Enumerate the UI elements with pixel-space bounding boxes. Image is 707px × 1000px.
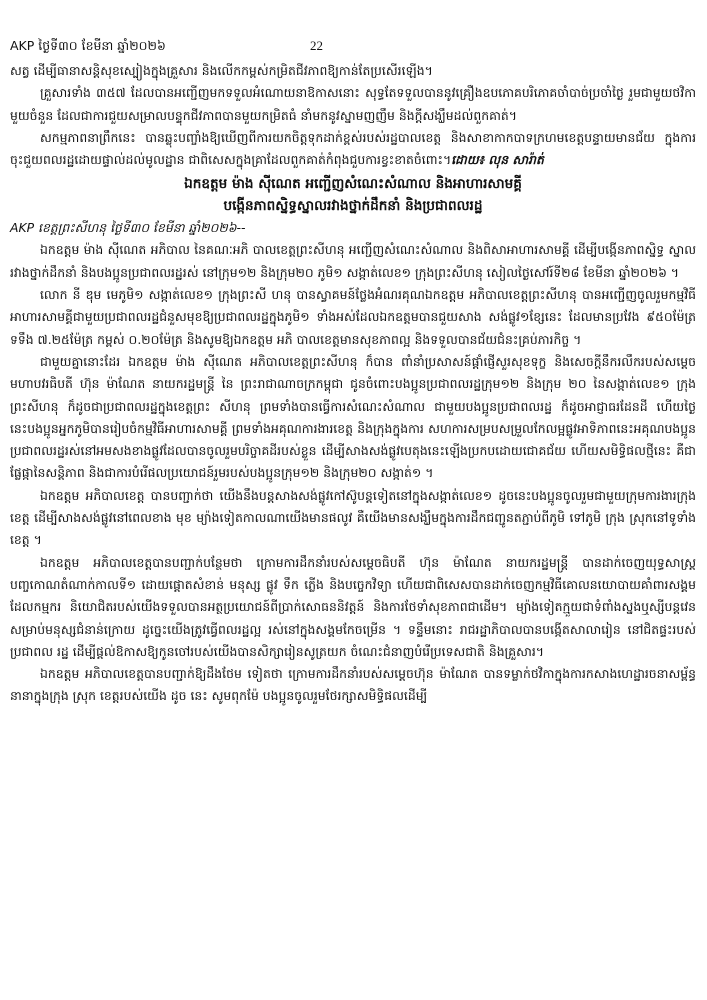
page-header <box>10 38 690 56</box>
prev-article-paragraph: គ្រួសារទាំង ៣៥៧ ដែលបានអញ្ជើញមកទទួលអំណោយនាឱកាសនោះ សុទ្ធតែទទួលបាននូវគ្រឿងឧបភោគបរិភោគចាំបាច់ប្រចាំថ្ងៃ រួមជាមួយថវិកាមួយចំនួន ដែលជាការជួយសម្រាលបន្ទុកជីវភាពបានមួយកម្រិតធំ នាំមកនូវស្នាមញញឹម និងក្ដីសង្ឃឹមដល់ពួកគាត់។ <box>10 85 696 123</box>
prev-article-paragraph: សត្វ ដើម្បីធានាសន្តិសុខស្បៀងក្នុងគ្រួសារ និងលើកកម្ពស់កម្រិតជីវភាពឱ្យកាន់តែប្រសើរឡើង។ <box>10 63 433 78</box>
headline-line: បង្កើនភាពស្និទ្ធស្នាលរវាងថ្នាក់ដឹកនាំ និងប្រជាពលរដ្ឋ <box>223 198 483 215</box>
article-paragraph: លោក នី ឌុម មេភូមិ១ សង្កាត់លេខ១ ក្រុងព្រះសី ហនុ បានស្វាគមន៍ថ្លែងអំណរគុណឯកឧត្តម អភិបាលខេត្តព្រះសីហនុ បានអញ្ជើញចូលរួមកម្មវិធីអាហារសាមគ្គីជាមួយប្រជាពលរដ្ឋជំនួសមុខឱ្យប្រជាពលរដ្ឋក្នុងភូមិ១ ទាំងអស់ដែលឯកឧត្តមបានជួយសាង សង់ផ្លូវ១ខ្សែនេះ ដែលមានប្រវែង ៩៥០ម៉ែត្រ ទទឹង ៧.២៥ម៉ែត្រ កម្ពស់ ០.២០ម៉ែត្រ និងសូមឱ្យឯកឧត្តម អភិ បាលខេត្តមានសុខភាពល្អ និងទទួលបានជ័យជំនះគ្រប់ភារកិច្ច ។ <box>10 287 696 347</box>
page-body <box>10 60 696 708</box>
prev-article-closing-paragraph <box>10 127 696 172</box>
article-paragraph: ជាមួយគ្នានោះដែរ ឯកឧត្តម ម៉ាង ស៊ីណេត អភិបាលខេត្តព្រះសីហនុ ក៏បាន ពាំនាំប្រសាសន៍ផ្ដាំផ្ញើសួរសុខទុក្ខ និងសេចក្ដីនឹករលឹករបស់សម្ដេចមហាបវរធិបតី ហ៊ុន ម៉ាណែត នាយករដ្ឋមន្ត្រី នៃ ព្រះរាជាណាចក្រកម្ពុជា ជូនចំពោះបងប្អូនប្រជាពលរដ្ឋក្រុម១២ និងក្រុម ២០ នៃសង្កាត់លេខ១ ក្រុងព្រះសីហនុ ក៏ដូចជាប្រជាពលរដ្ឋក្នុងខេត្តព្រះ សីហនុ ព្រមទាំងបានធ្វើការសំណេះសំណាល ជាមួយបងប្អូនប្រជាពលរដ្ឋ ក៏ដូចអាជ្ញាធរដែនដី ហើយថ្ងៃនេះបងប្អូនអ្នកភូមិបានរៀបចំកម្មវិធីអាហារសាមគ្គី ព្រមទាំងអគុណការងារខេត្ត និងក្រុងក្នុងការ សហការសម្របសម្រួលកែលម្អផ្លូវអាទិភាពនេះអគុណបងប្អូនប្រជាពលរដ្ឋរស់នៅអមសងខាងផ្លូវដែលបានចូលរួមបរិច្ចាគដីរបស់ខ្លួន ដើម្បីសាងសង់ផ្លូវបេតុងនេះឡើងប្រកបដោយជោគជ័យ ហើយសមិទ្ធិផលថ្មីនេះ គឺជាផ្លែផ្កានៃសន្តិភាព និងជាការបំរើផលប្រយោជន៍រួមរបស់បងប្អូនក្រុម១២ និងក្រុម២០ សង្កាត់១ ។ <box>10 353 696 481</box>
article-paragraph: ឯកឧត្តម អភិបាលខេត្តបានបញ្ជាក់បន្ថែមថា ក្រោមការដឹកនាំរបស់សម្ដេចធិបតី ហ៊ុន ម៉ាណែត នាយករដ្ឋមន្ត្រី បានដាក់ចេញយុទ្ធសាស្ត្របញ្ចកោណតំណាក់កាលទី១ ដោយផ្ដោតសំខាន់ មនុស្ស ផ្លូវ ទឹក ភ្លើង និងបច្ចេកវិទ្យា ហើយជាពិសេសបានដាក់ចេញកម្មវិធីគោលនយោបាយគាំពារសង្គម ដែលកម្មករ និយោជិតរបស់យើងទទួលបានអត្ថប្រយោជន៍ពីប្រាក់សោធននិវត្តន៍ និងការថែទាំសុខភាពជាដើម។ ម្យ៉ាងទៀតក្មួយជាទំពាំងស្នងឬស្សីបន្តវេនសម្រាប់មនុស្សជំនាន់ក្រោយ ដូច្នេះយើងត្រូវធ្វើពលរដ្ឋល្អ រស់នៅក្នុងសង្គមកែចម្រើន ។ ទន្ទឹមនោះ រាជរដ្ឋាភិបាលបានបង្កើតសាលារៀន នៅជិតផ្ទះរបស់ប្រជាពល រដ្ឋ ដើម្បីផ្ដល់ឱកាសឱ្យកូនចៅរបស់យើងបានសិក្សារៀនសូត្រយក ចំណេះជំនាញបំរើប្រទេសជាតិ និងគ្រួសារ។ <box>10 554 696 659</box>
article-paragraph: ឯកឧត្តម អភិបាលខេត្ត បានបញ្ជាក់ថា យើងនឹងបន្តសាងសង់ផ្លូវកៅស៊ូបន្តទៀតនៅក្នុងសង្កាត់លេខ១ ដូចនេះបងប្អូនចូលរួមជាមួយក្រុមការងារក្រុង ខេត្ត ដើម្បីសាងសង់ផ្លូវនៅពេលខាង មុខ ម្យ៉ាងទៀតកាលណាយើងមានផលូវ គឺយើងមានសង្ឃឹមក្នុងការដឹកជញ្ជូនតភ្ជាប់ពីភូមិ ទៅភូមិ ក្រុង ស្រុកនៅទូទាំងខេត្ត ។ <box>10 487 696 548</box>
byline: ដោយ៖ លុន សារ៉ាត់ <box>451 152 544 168</box>
header-date: AKP ថ្ងៃទី៣០ ខែមីនា ឆ្នាំ២០២៦ <box>10 38 166 53</box>
article-paragraph: ឯកឧត្តម ម៉ាង ស៊ីណេត អភិបាល នៃគណៈអភិ បាលខេត្តព្រះសីហនុ អញ្ជើញសំណេះសំណាល និងពិសាអាហារសាមគ្គី ដើម្បីបង្កើនភាពស្និទ្ធ ស្នាលរវាងថ្នាក់ដឹកនាំ និងបងប្អូនប្រជាពលរដ្ឋរស់ នៅក្រុម១២ និងក្រុម២០ ភូមិ១ សង្កាត់លេខ១ ក្រុងព្រះសីហនុ សៀលថ្ងៃសៅរ៍ទី២៨ ខែមីនា ឆ្នាំ២០២៦ ។ <box>10 242 696 280</box>
article-dateline: AKP ខេត្តព្រះសីហនុ ថ្ងៃទី៣០ ខែមីនា ឆ្នាំ២០២៦-- <box>10 220 246 236</box>
prev-article-text: សកម្មភាពនាព្រឹកនេះ បានឆ្លុះបញ្ចាំងឱ្យឃើញពីការយកចិត្តទុកដាក់ខ្ពស់របស់រដ្ឋបាលខេត្ត និងសាខាកាកបាទក្រហមខេត្តបន្ទាយមានជ័យ ក្នុងការចុះជួយពលរដ្ឋដោយផ្ទាល់ដល់មូលដ្ឋាន ជាពិសេសក្នុងគ្រាដែលពួកគាត់កំពុងជួបការខ្វះខាតចំពោះ។ <box>10 129 696 168</box>
article-headline <box>10 173 696 217</box>
headline-line: ឯកឧត្តម ម៉ាង ស៊ីណេត អញ្ជើញសំណេះសំណាល និងអាហារសាមគ្គី <box>184 176 522 193</box>
article-paragraph: ឯកឧត្តម អភិបាលខេត្តបានបញ្ជាក់ឱ្យដឹងថែម ទៀតថា ក្រោមការដឹកនាំរបស់សម្ដេចហ៊ុន ម៉ាណែត បានទម្លាក់ថវិកាក្នុងការកសាងហេដ្ឋារចនាសម្ព័ន្ធនានាក្នុងក្រុង ស្រុក ខេត្តរបស់យើង ដូច នេះ សូមពុកម៉ែ បងប្អូនចូលរួមថែរក្សាសមិទ្ធិផលដើម្បី <box>10 666 696 704</box>
page-number: 22 <box>310 38 323 53</box>
